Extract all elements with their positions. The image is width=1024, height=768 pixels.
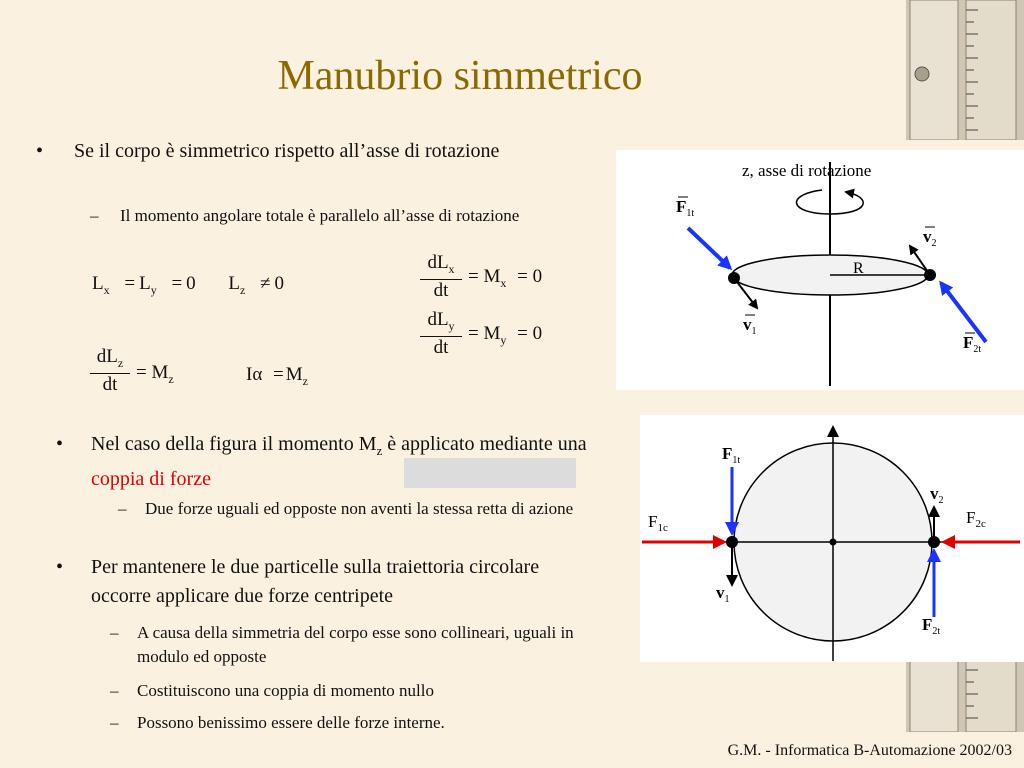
bullet-2-sub-1: – Due forze uguali ed opposte non aventi la stessa retta di azione [118,497,593,521]
equation-dly-dt: $dL_y$ dt = $M_y = 0$ [420,309,570,367]
equation-lx-ly: $L_x = L_y = 0$ $L_z \ne 0$ [92,273,285,297]
bullet-3-sub-3: – Possono benissimo essere delle forze interne. [110,711,580,735]
label-f2t: $F_{2t}$ [963,333,982,355]
bullet-1-sub-1-text: Il momento angolare totale è parallelo all’asse di rotazione [120,206,520,225]
radius-label: R [853,260,864,277]
bullet-3-sub-2-text: Costituiscono una coppia di momento nullo [137,681,435,700]
axis-label: z, asse di rotazione [742,161,872,180]
bullet-3-text: Per mantenere le due particelle sulla traiettoria circolare occorre applicare due forze centripete [91,556,540,607]
particle-2 [928,536,940,548]
center-point [830,539,837,546]
label-f1t: $F_{1t}$ [676,197,695,219]
particle-1 [726,536,738,548]
diagram-top-view [640,415,1024,662]
label-f1t: $F_{1t}$ [722,444,741,466]
label-v2: $v_2$ [930,484,944,506]
highlight-box [404,458,576,488]
particle-1 [728,272,740,284]
ruler-image-bottom [906,660,1024,732]
bullet-2: • Nel caso della figura il momento $M_z$ è applicato mediante una coppia di forze [56,430,596,494]
coppia-di-forze: coppia di forze [91,468,211,490]
equation-ialpha: $I\alpha = M_z$ [246,364,308,388]
bullet-3: • Per mantenere le due particelle sulla traiettoria circolare occorre applicare due forze centripete [56,553,596,611]
bullet-1-sub-1: – Il momento angolare totale è parallelo all’asse di rotazione [90,204,580,228]
bullet-2-text: Nel caso della figura il momento $M_z$ è applicato mediante una coppia di forze [91,433,587,490]
bullet-3-sub-1: – A causa della simmetria del corpo esse sono collineari, uguali in modulo ed opposte [110,621,580,669]
bullet-3-sub-1-text: A causa della simmetria del corpo esse sono collineari, uguali in modulo ed opposte [137,623,574,666]
bullet-3-sub-2: – Costituiscono una coppia di momento nullo [110,679,580,703]
bullet-2-sub-1-text: Due forze uguali ed opposte non aventi la stessa retta di azione [145,499,574,518]
bullet-1-text: Se il corpo è simmetrico rispetto all’asse di rotazione [74,140,500,162]
particle-2 [924,269,936,281]
label-v2: $v_2$ [923,227,937,249]
label-v1: $v_1$ [716,583,730,605]
footer-text: G.M. - Informatica B-Automazione 2002/03 [727,742,1012,759]
diagram-side-view [616,150,1024,390]
slide-title: Manubrio simmetrico [277,53,643,99]
label-f1c: $F_{1c}$ [648,512,668,534]
label-f2c: $F_{2c}$ [966,508,986,530]
bullet-3-sub-3-text: Possono benissimo essere delle forze interne. [137,713,445,732]
equation-dlz-dt: $dL_z$ dt = $M_z$ [90,346,200,402]
bullet-1: • Se il corpo è simmetrico rispetto all’asse di rotazione [36,137,556,166]
ruler-image-top [906,0,1024,140]
equation-dlx-dt: $dL_x$ dt = $M_x = 0$ [420,252,570,310]
label-v1: $v_1$ [743,315,757,337]
label-f2t: $F_{2t}$ [922,615,941,637]
